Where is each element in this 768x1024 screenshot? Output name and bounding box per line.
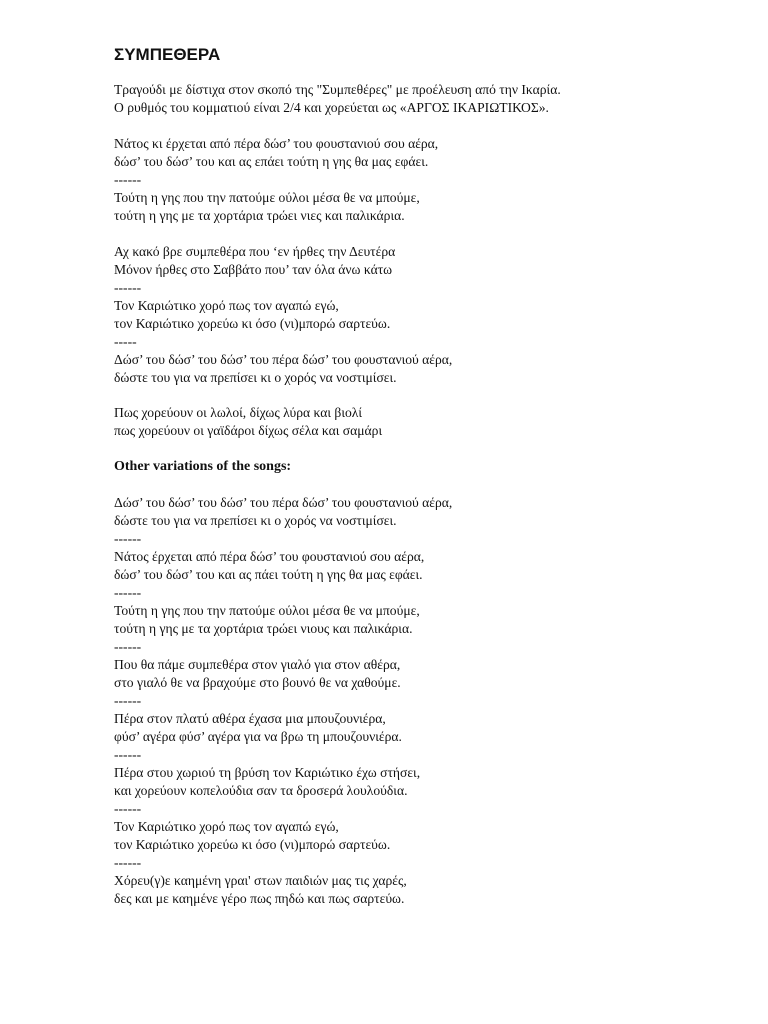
verse-line: τούτη η γης με τα χορτάρια τρώει νιες και παλικάρια. (114, 208, 405, 223)
verse-line: τον Καριώτικο χορεύω κι όσο (νι)μπορώ σαρτεύω. (114, 837, 391, 852)
verse-separator: ------ (114, 639, 142, 654)
verse-separator: ------ (114, 747, 142, 762)
verse-line: δώσ’ του δώσ’ του και ας πάει τούτη η γης θα μας εφάει. (114, 567, 423, 582)
verse-line: στο γιαλό θε να βραχούμε στο βουνό θε να χαθούμε. (114, 675, 401, 690)
verse-line: Νάτος κι έρχεται από πέρα δώσ’ του φουστανιού σου αέρα, (114, 136, 439, 151)
verse-line: πως χορεύουν οι γαϊδάροι δίχως σέλα και σαμάρι (114, 423, 383, 438)
verse-line: Νάτος έρχεται από πέρα δώσ’ του φουστανιού σου αέρα, (114, 549, 425, 564)
verse-separator: ------ (114, 855, 142, 870)
verse-separator: ------ (114, 280, 142, 295)
verse-line: τούτη η γης με τα χορτάρια τρώει νιους και παλικάρια. (114, 621, 413, 636)
verse-line: Μόνον ήρθες στο Σαββάτο που’ ταν όλα άνω κάτω (114, 262, 393, 277)
verse-line: Δώσ’ του δώσ’ του δώσ’ του πέρα δώσ’ του φουστανιού αέρα, (114, 495, 453, 510)
verse-separator: ------ (114, 172, 142, 187)
verse-group-2 (114, 243, 734, 387)
verse-separator: ------ (114, 531, 142, 546)
verse-line: Που θα πάμε συμπεθέρα στον γιαλό για στον αθέρα, (114, 657, 401, 672)
variations-heading: Other variations of the songs: (114, 459, 292, 474)
verse-line: Τον Καριώτικο χορό πως τον αγαπώ εγώ, (114, 298, 339, 313)
variations-group (114, 494, 734, 908)
verse-line: Τούτη η γης που την πατούμε ούλοι μέσα θε να μπούμε, (114, 603, 420, 618)
verse-separator: ------ (114, 801, 142, 816)
verse-line: Πέρα στου χωριού τη βρύση τον Καριώτικο έχω στήσει, (114, 765, 421, 780)
verse-line: δώστε του για να πρεπίσει κι ο χορός να νοστιμίσει. (114, 370, 397, 385)
intro-line: Τραγούδι με δίστιχα στον σκοπό της "Συμπεθέρες" με προέλευση από την Ικαρία. (114, 82, 561, 97)
verse-line: Τούτη η γης που την πατούμε ούλοι μέσα θε να μπούμε, (114, 190, 420, 205)
intro-line: Ο ρυθμός του κομματιού είναι 2/4 και χορεύεται ως «ΑΡΓΟΣ ΙΚΑΡΙΩΤΙΚΟΣ». (114, 100, 549, 115)
variations-heading-block (114, 458, 734, 476)
verse-separator: ------ (114, 585, 142, 600)
verse-line: φύσ’ αγέρα φύσ’ αγέρα για να βρω τη μπουζουνιέρα. (114, 729, 402, 744)
verse-line: Τον Καριώτικο χορό πως τον αγαπώ εγώ, (114, 819, 339, 834)
document-title: ΣΥΜΠΕΘΕΡΑ (114, 45, 221, 64)
verse-separator: ------ (114, 693, 142, 708)
verse-line: και χορεύουν κοπελούδια σαν τα δροσερά λουλούδια. (114, 783, 408, 798)
verse-line: τον Καριώτικο χορεύω κι όσο (νι)μπορώ σαρτεύω. (114, 316, 391, 331)
verse-line: Χόρευ(γ)ε καημένη γραι' στων παιδιών μας τις χαρές, (114, 873, 407, 888)
verse-line: δώσ’ του δώσ’ του και ας επάει τούτη η γης θα μας εφάει. (114, 154, 429, 169)
intro-paragraph (114, 81, 734, 117)
verse-group-3 (114, 404, 734, 440)
verse-line: Πέρα στον πλατύ αθέρα έχασα μια μπουζουνιέρα, (114, 711, 386, 726)
verse-line: Πως χορεύουν οι λωλοί, δίχως λύρα και βιολί (114, 405, 363, 420)
verse-group-1 (114, 135, 734, 225)
verse-line: Αχ κακό βρε συμπεθέρα που ‘εν ήρθες την Δευτέρα (114, 244, 396, 259)
verse-line: δώστε του για να πρεπίσει κι ο χορός να νοστιμίσει. (114, 513, 397, 528)
verse-line: δες και με καημένε γέρο πως πηδώ και πως σαρτεύω. (114, 891, 405, 906)
verse-separator: ----- (114, 334, 137, 349)
verse-line: Δώσ’ του δώσ’ του δώσ’ του πέρα δώσ’ του φουστανιού αέρα, (114, 352, 453, 367)
